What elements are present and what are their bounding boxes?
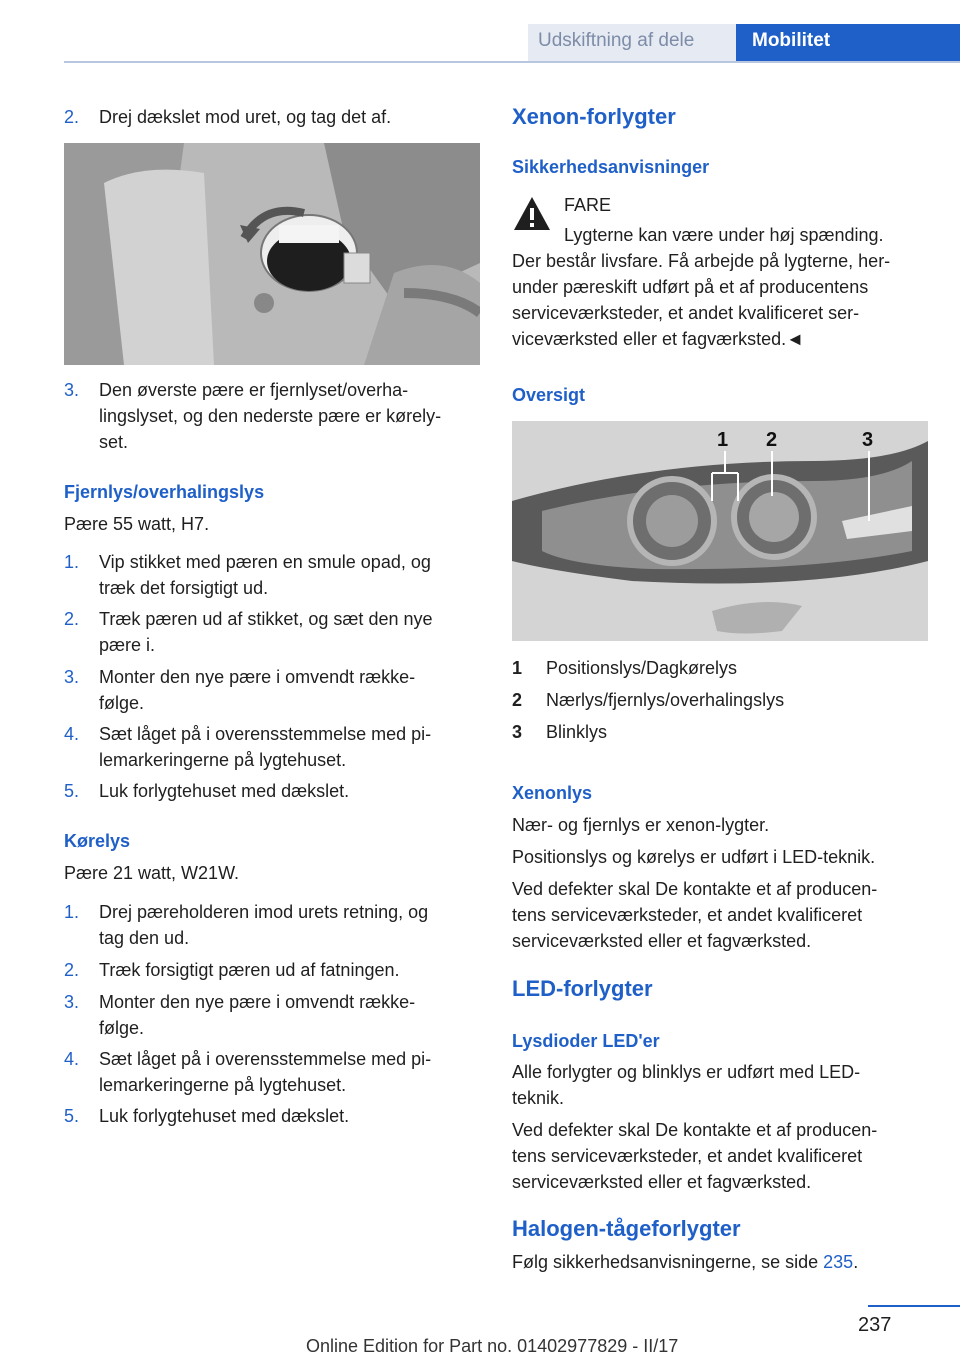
warning-text-line: under pæreskift udført på et af producentens xyxy=(512,277,869,297)
legend-number: 2 xyxy=(512,690,523,710)
step-number: 4. xyxy=(64,724,80,744)
step-number: 2. xyxy=(64,609,80,629)
step-text-line: pære i. xyxy=(99,635,156,655)
page-number: 237 xyxy=(858,1314,892,1336)
legend-number: 3 xyxy=(512,722,523,742)
step-text-line: lemarkeringerne på lygtehuset. xyxy=(99,750,347,770)
footer-divider xyxy=(868,1305,960,1307)
step-text-line: Sæt låget på i overensstemmelse med pi‐ xyxy=(99,1049,432,1069)
step-number: 3. xyxy=(64,380,80,400)
heading-led-forlygter: LED-forlygter xyxy=(512,976,653,1001)
heading-xenonlys: Xenonlys xyxy=(512,783,593,803)
legend-text: Nærlys/fjernlys/overhalingslys xyxy=(546,690,785,710)
step-number: 1. xyxy=(64,552,80,572)
paragraph-line: Ved defekter skal De kontakte et af producen‐ xyxy=(512,1120,878,1140)
paragraph: Positionslys og kørelys er udført i LED-teknik. xyxy=(512,847,876,867)
heading-lysdioder: Lysdioder LED'er xyxy=(512,1031,660,1051)
warning-text-line: Der består livsfare. Få arbejde på lygterne, her‐ xyxy=(512,251,891,271)
paragraph-line: teknik. xyxy=(512,1088,565,1108)
paragraph: Nær- og fjernlys er xenon-lygter. xyxy=(512,815,770,835)
step-text-line: Træk pæren ud af stikket, og sæt den nye xyxy=(99,609,433,629)
warning-title: FARE xyxy=(564,195,612,215)
paragraph-line: tens serviceværksteder, et andet kvalificeret xyxy=(512,905,863,925)
heading-halogen: Halogen-tågeforlygter xyxy=(512,1216,741,1241)
step-text-line: Luk forlygtehuset med dækslet. xyxy=(99,781,350,801)
legend-text: Positionslys/Dagkørelys xyxy=(546,658,738,678)
step-number: 1. xyxy=(64,902,80,922)
edition-note: Online Edition for Part no. 01402977829 - II/17 xyxy=(306,1336,679,1356)
warning-triangle-icon xyxy=(512,194,552,234)
fog-text: Følg sikkerhedsanvisningerne, se side xyxy=(512,1252,824,1272)
heading-korelys: Kørelys xyxy=(64,831,131,851)
paragraph-line: tens serviceværksteder, et andet kvalificeret xyxy=(512,1146,863,1166)
paragraph xyxy=(512,1249,858,1275)
heading-safety: Sikkerhedsanvisninger xyxy=(512,157,710,177)
step-text-line: Sæt låget på i overensstemmelse med pi‐ xyxy=(99,724,432,744)
step-number: 4. xyxy=(64,1049,80,1069)
engine-cover-photo xyxy=(64,143,480,365)
step-text-line: følge. xyxy=(99,1018,145,1038)
headlight-photo xyxy=(512,421,928,641)
step-number: 5. xyxy=(64,781,80,801)
step-text-line: Den øverste pære er fjernlyset/overha‐ xyxy=(99,380,409,400)
header-chapter-title: Mobilitet xyxy=(752,30,831,51)
step-text-line: Drej pæreholderen imod urets retning, og xyxy=(99,902,429,922)
paragraph-line: Alle forlygter og blinklys er udført med LED- xyxy=(512,1062,861,1082)
step-number: 3. xyxy=(64,667,80,687)
step-text-line: Monter den nye pære i omvendt række‐ xyxy=(99,667,416,687)
bulb-spec: Pære 55 watt, H7. xyxy=(64,514,210,534)
step-text-line: Luk forlygtehuset med dækslet. xyxy=(99,1106,350,1126)
step-number: 3. xyxy=(64,992,80,1012)
fog-end: . xyxy=(853,1252,859,1272)
legend-number: 1 xyxy=(512,658,523,678)
callout-number: 1 xyxy=(717,429,729,451)
paragraph-line: serviceværksted eller et fagværksted. xyxy=(512,931,812,951)
callout-number: 2 xyxy=(766,429,778,451)
page-link[interactable]: 235 xyxy=(823,1252,854,1272)
step-text-line: lemarkeringerne på lygtehuset. xyxy=(99,1075,347,1095)
step-text-line: lingslyset, og den nederste pære er kørely‐ xyxy=(99,406,442,426)
step-text-line: Vip stikket med pæren en smule opad, og xyxy=(99,552,431,572)
warning-text-line: serviceværksteder, et andet kvalificeret ser‐ xyxy=(512,303,860,323)
step-text-line: tag den ud. xyxy=(99,928,190,948)
step-text-line: Træk forsigtigt pæren ud af fatningen. xyxy=(99,960,400,980)
step-text-line: træk det forsigtigt ud. xyxy=(99,578,269,598)
step-text-line: set. xyxy=(99,432,129,452)
warning-text-line: Lygterne kan være under høj spænding. xyxy=(564,225,884,245)
step-text: Drej dækslet mod uret, og tag det af. xyxy=(99,107,392,127)
step-text-line: følge. xyxy=(99,693,145,713)
step-text-line: Monter den nye pære i omvendt række‐ xyxy=(99,992,416,1012)
step-number: 2. xyxy=(64,960,80,980)
step-number: 2. xyxy=(64,107,80,127)
step-number: 5. xyxy=(64,1106,80,1126)
callout-number: 3 xyxy=(862,429,874,451)
header-section-title: Udskiftning af dele xyxy=(538,30,695,51)
heading-fjernlys: Fjernlys/overhalingslys xyxy=(64,482,265,502)
bulb-spec: Pære 21 watt, W21W. xyxy=(64,863,240,883)
legend-text: Blinklys xyxy=(546,722,608,742)
heading-oversigt: Oversigt xyxy=(512,385,586,405)
paragraph-line: serviceværksted eller et fagværksted. xyxy=(512,1172,812,1192)
paragraph-line: Ved defekter skal De kontakte et af producen‐ xyxy=(512,879,878,899)
heading-xenon-forlygter: Xenon-forlygter xyxy=(512,104,676,129)
header-divider xyxy=(64,61,960,63)
warning-text-line: viceværksted eller et fagværksted.◄ xyxy=(512,329,804,349)
